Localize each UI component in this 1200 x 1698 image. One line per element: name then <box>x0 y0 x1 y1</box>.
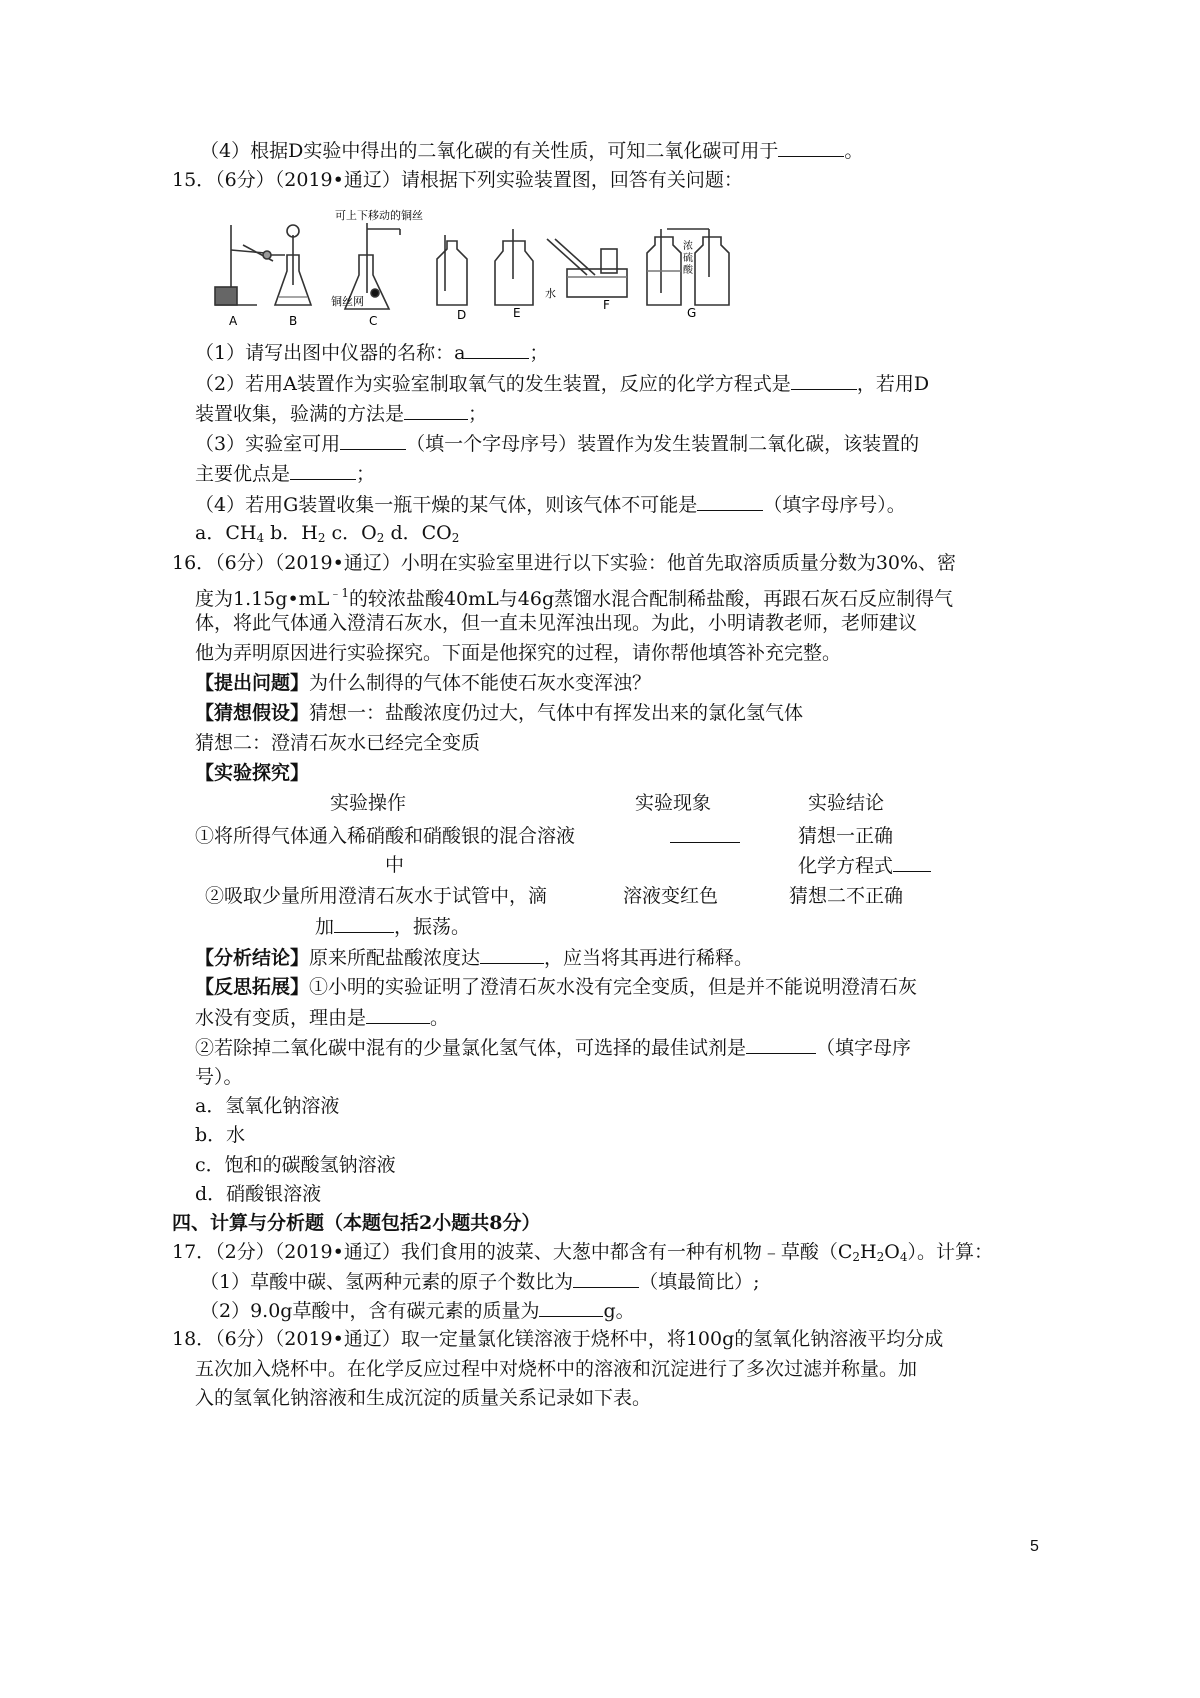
q17-part1: （1）草酸中碳、氢两种元素的原子个数比为 （填最简比）; <box>200 1271 760 1293</box>
q16-reflect-line3: ②若除掉二氧化碳中混有的少量氯化氢气体，可选择的最佳试剂是 （填字母序 <box>195 1037 912 1059</box>
table-r2-operation-b: 加 ，振荡。 <box>315 916 471 938</box>
letter-b: B <box>289 314 298 328</box>
table-r2-phenomenon: 溶液变红色 <box>623 885 719 907</box>
table-r1-operation-b: 中 <box>385 854 405 876</box>
apparatus-figure <box>195 205 735 330</box>
q16-question: 【提出问题】为什么制得的气体不能使石灰水变浑浊？ <box>195 672 652 694</box>
q16-reflect-line2: 水没有变质，理由是 。 <box>195 1007 450 1029</box>
q15-header: 15．（6分）（2019•通辽）请根据下列实验装置图，回答有关问题： <box>172 169 743 191</box>
q16-line1: 16．（6分）（2019•通辽）小明在实验室里进行以下实验：他首先取溶质质量分数为30%、密 <box>172 552 957 574</box>
q16-line3: 体，将此气体通入澄清石灰水，但一直未见浑浊出现。为此，小明请教老师，老师建议 <box>195 612 918 634</box>
q16-option-c: c．饱和的碳酸氢钠溶液 <box>195 1154 396 1176</box>
table-r2-conclusion: 猜想二不正确 <box>789 885 904 907</box>
q17-line1: 17．（2分）（2019•通辽）我们食用的波菜、大葱中都含有一种有机物﹣草酸$(C_2H_2O_4)$。计算： <box>172 1241 993 1264</box>
letter-e: E <box>513 306 521 320</box>
q16-analysis: 【分析结论】原来所配盐酸浓度达 ，应当将其再进行稀释。 <box>195 947 754 969</box>
letter-a: A <box>229 314 238 328</box>
q15-part2-line1: （2）若用A装置作为实验室制取氧气的发生装置，反应的化学方程式是 ，若用D <box>195 373 930 395</box>
q16-reflect-line4: 号）。 <box>195 1066 243 1088</box>
q17-part2: （2）9.0g草酸中，含有碳元素的质量为 g。 <box>200 1300 635 1322</box>
label-acid-3: 酸 <box>683 265 693 276</box>
table-header-operation: 实验操作 <box>330 792 407 814</box>
q15-part3-line1: （3）实验室可用 （填一个字母序号）装置作为发生装置制二氧化碳，该装置的 <box>195 433 920 455</box>
label-movable-wire: 可上下移动的铜丝 <box>335 209 423 222</box>
q18-line3: 入的氢氧化钠溶液和生成沉淀的质量关系记录如下表。 <box>195 1387 652 1409</box>
section-4-title: 四、计算与分析题（本题包括2小题共8分） <box>172 1212 541 1234</box>
letter-d: D <box>457 308 467 322</box>
page-number: 5 <box>1030 1538 1039 1555</box>
q14-part4: （4）根据D实验中得出的二氧化碳的有关性质，可知二氧化碳可用于 。 <box>200 140 864 162</box>
q15-part4: （4）若用G装置收集一瓶干燥的某气体，则该气体不可能是 （填字母序号）。 <box>195 494 906 516</box>
table-header-phenomenon: 实验现象 <box>635 792 712 814</box>
label-copper-mesh: 铜丝网 <box>331 295 364 308</box>
letter-f: F <box>603 298 610 312</box>
label-acid-2: 硫 <box>683 253 693 264</box>
q16-option-d: d．硝酸银溶液 <box>195 1183 322 1205</box>
letter-g: G <box>687 306 697 320</box>
q16-line4: 他为弄明原因进行实验探究。下面是他探究的过程，请你帮他填答补充完整。 <box>195 642 842 664</box>
q16-guess: 【猜想假设】猜想一：盐酸浓度仍过大，气体中有挥发出来的氯化氢气体 <box>195 702 804 724</box>
q18-line2: 五次加入烧杯中。在化学反应过程中对烧杯中的溶液和沉淀进行了多次过滤并称量。加 <box>195 1358 918 1380</box>
label-acid-1: 浓 <box>683 241 693 252</box>
table-header-conclusion: 实验结论 <box>808 792 885 814</box>
q16-line2: 度为$1.15g•mL^{﹣1}$的较浓盐酸40mL与46g蒸馏水混合配制稀盐酸，再跟石灰石反应制得气 <box>195 586 954 610</box>
table-r1-conclusion-a: 猜想一正确 <box>798 825 894 847</box>
table-r1-phenomenon <box>670 824 740 849</box>
q16-option-a: a．氢氧化钠溶液 <box>195 1095 340 1117</box>
q18-line1: 18．（6分）（2019•通辽）取一定量氯化镁溶液于烧杯中，将100g的氢氧化钠溶液平均分成 <box>172 1328 944 1350</box>
q16-guess2: 猜想二：澄清石灰水已经完全变质 <box>195 732 481 754</box>
q15-part2-line2: 装置收集，验满的方法是 ； <box>195 403 488 425</box>
table-r2-operation-a: ②吸取少量所用澄清石灰水于试管中，滴 <box>205 885 548 907</box>
table-r1-conclusion-b: 化学方程式 <box>798 853 931 878</box>
table-r1-operation-a: ①将所得气体通入稀硝酸和硝酸银的混合溶液 <box>195 825 576 847</box>
q15-part1: （1）请写出图中仪器的名称：a ； <box>195 342 549 364</box>
q15-part3-line2: 主要优点是 ； <box>195 463 376 485</box>
letter-c: C <box>369 314 378 328</box>
q16-explore: 【实验探究】 <box>195 762 310 784</box>
label-water: 水 <box>545 287 556 300</box>
q16-option-b: b．水 <box>195 1124 246 1146</box>
q15-options: a．$CH_4$ b．$H_2$ c．$O_2$ d．$CO_2$ <box>195 522 460 545</box>
q16-reflect: 【反思拓展】①小明的实验证明了澄清石灰水没有完全变质，但是并不能说明澄清石灰 <box>195 976 918 998</box>
